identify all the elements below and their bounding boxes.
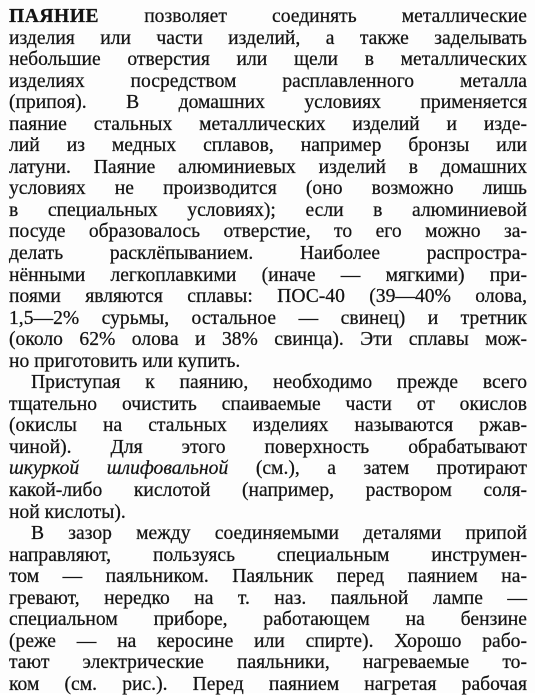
text-line: тщательно очистить спаиваемые части от окислов xyxy=(9,393,527,415)
text-line: Приступая к паянию, необходимо прежде всего xyxy=(31,372,527,394)
text-line: ной кислоты). xyxy=(9,501,126,523)
text-line: делать расклёпыванием. Наиболее распростра- xyxy=(9,243,527,265)
text-line: (реже — на керосине или спирте). Хорошо рабо- xyxy=(9,630,527,652)
text-line: посуде образовалось отверстие, то его можно за- xyxy=(9,221,527,243)
text-line: паяние стальных металлических изделий и изде- xyxy=(9,113,527,135)
text-line: небольшие отверстия или щели в металлических xyxy=(9,49,527,71)
text-line: направляют, пользуясь специальным инструмен- xyxy=(9,544,527,566)
text-line: тают электрические паяльники, нагреваемые то- xyxy=(9,652,527,674)
text-line: (припоя). В домашних условиях применяется xyxy=(9,92,527,114)
text-line xyxy=(9,458,527,480)
text-line: условиях не производится (оно возможно лишь xyxy=(9,178,527,200)
text-line: (окислы на стальных изделиях называются ржав- xyxy=(9,415,527,437)
text-line: поями являются сплавы: ПОС-40 (39—40% олова, xyxy=(9,286,527,308)
text-span: позволяет соединять металлические xyxy=(99,6,527,27)
text-line: чиной). Для этого поверхность обрабатывают xyxy=(9,436,527,458)
text-line: ком (см. рис.). Перед паянием нагретая рабочая xyxy=(9,673,527,695)
text-line: специальном приборе, работающем на бензине xyxy=(9,609,527,631)
text-line: в специальных условиях); если в алюминиевой xyxy=(9,199,527,221)
text-line: латуни. Паяние алюминиевых изделий в домашних xyxy=(9,156,527,178)
text-line xyxy=(9,6,527,28)
headword: ПАЯНИЕ xyxy=(9,6,100,27)
article-text xyxy=(9,6,527,696)
text-span: (см.), а затем протирают xyxy=(228,458,527,480)
text-line: (около 62% олова и 38% свинца). Эти сплавы мож- xyxy=(9,329,527,351)
text-line: какой-либо кислотой (например, раствором соля- xyxy=(9,480,527,502)
text-line: изделиях посредством расплавленного металла xyxy=(9,70,527,92)
text-line: 1,5—2% сурьмы, остальное — свинец) и третник xyxy=(9,307,527,329)
text-line: изделия или части изделий, а также заделывать xyxy=(9,27,527,49)
text-line: лий из медных сплавов, например бронзы или xyxy=(9,135,527,157)
text-line: гревают, нередко на т. наз. паяльной лампе — xyxy=(9,587,527,609)
text-line: В зазор между соединяемыми деталями припой xyxy=(31,523,527,545)
text-line: но приготовить или купить. xyxy=(9,350,241,372)
text-line: том — паяльником. Паяльник перед паянием на- xyxy=(9,566,527,588)
cross-reference: шкуркой шлифовальной xyxy=(9,458,229,480)
text-line: нёнными легкоплавкими (иначе — мягкими) при- xyxy=(9,264,527,286)
